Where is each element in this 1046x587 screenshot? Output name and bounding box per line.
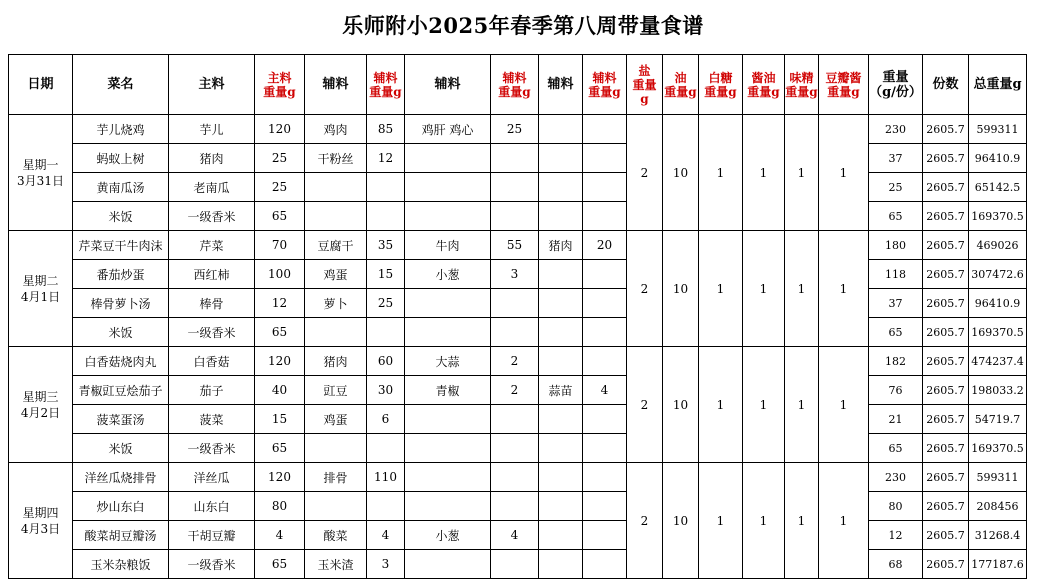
ingredient-cell <box>539 463 583 492</box>
ingredient-cell: 65 <box>255 202 305 231</box>
date-cell: 星期一 3月31日 <box>9 115 73 231</box>
header-cell: 辅料 <box>305 55 367 115</box>
total-cell: 54719.7 <box>969 405 1027 434</box>
table-row <box>9 434 1027 463</box>
header-cell: 酱油 重量g <box>743 55 785 115</box>
ingredient-cell: 25 <box>255 173 305 202</box>
dish-name-cell: 米饭 <box>73 318 169 347</box>
dish-name-cell: 菠菜蛋汤 <box>73 405 169 434</box>
ingredient-cell: 棒骨 <box>169 289 255 318</box>
seasoning-cell: 1 <box>785 115 819 231</box>
ingredient-cell <box>539 521 583 550</box>
ingredient-cell: 一级香米 <box>169 550 255 579</box>
ingredient-cell <box>583 318 627 347</box>
ingredient-cell: 一级香米 <box>169 202 255 231</box>
seasoning-cell: 1 <box>699 115 743 231</box>
ingredient-cell: 15 <box>255 405 305 434</box>
weight-cell: 68 <box>869 550 923 579</box>
ingredient-cell: 2 <box>491 376 539 405</box>
portions-cell: 2605.7 <box>923 463 969 492</box>
ingredient-cell <box>305 434 367 463</box>
ingredient-cell <box>583 550 627 579</box>
ingredient-cell: 70 <box>255 231 305 260</box>
seasoning-cell: 1 <box>785 231 819 347</box>
ingredient-cell: 25 <box>367 289 405 318</box>
portions-cell: 2605.7 <box>923 550 969 579</box>
total-cell: 169370.5 <box>969 202 1027 231</box>
ingredient-cell <box>305 173 367 202</box>
ingredient-cell: 鸡肉 <box>305 115 367 144</box>
ingredient-cell: 老南瓜 <box>169 173 255 202</box>
dish-name-cell: 棒骨萝卜汤 <box>73 289 169 318</box>
header-cell: 豆瓣酱 重量g <box>819 55 869 115</box>
ingredient-cell: 豇豆 <box>305 376 367 405</box>
ingredient-cell: 小葱 <box>405 521 491 550</box>
ingredient-cell <box>583 492 627 521</box>
seasoning-cell: 10 <box>663 231 699 347</box>
dish-name-cell: 米饭 <box>73 202 169 231</box>
total-cell: 169370.5 <box>969 434 1027 463</box>
total-cell: 31268.4 <box>969 521 1027 550</box>
ingredient-cell: 大蒜 <box>405 347 491 376</box>
ingredient-cell <box>539 492 583 521</box>
dish-name-cell: 白香菇烧肉丸 <box>73 347 169 376</box>
dish-name-cell: 青椒豇豆烩茄子 <box>73 376 169 405</box>
portions-cell: 2605.7 <box>923 173 969 202</box>
weight-cell: 80 <box>869 492 923 521</box>
seasoning-cell: 1 <box>819 347 869 463</box>
ingredient-cell: 4 <box>367 521 405 550</box>
ingredient-cell: 玉米渣 <box>305 550 367 579</box>
portions-cell: 2605.7 <box>923 521 969 550</box>
ingredient-cell <box>491 550 539 579</box>
ingredient-cell <box>539 347 583 376</box>
ingredient-cell <box>405 405 491 434</box>
dish-name-cell: 番茄炒蛋 <box>73 260 169 289</box>
ingredient-cell <box>491 289 539 318</box>
header-cell: 总重量g <box>969 55 1027 115</box>
table-row <box>9 492 1027 521</box>
table-row <box>9 550 1027 579</box>
ingredient-cell: 猪肉 <box>169 144 255 173</box>
total-cell: 96410.9 <box>969 144 1027 173</box>
ingredient-cell <box>583 173 627 202</box>
ingredient-cell: 2 <box>491 347 539 376</box>
ingredient-cell: 85 <box>367 115 405 144</box>
header-cell: 油 重量g <box>663 55 699 115</box>
ingredient-cell: 山东白 <box>169 492 255 521</box>
dish-name-cell: 炒山东白 <box>73 492 169 521</box>
ingredient-cell: 干粉丝 <box>305 144 367 173</box>
ingredient-cell: 3 <box>491 260 539 289</box>
ingredient-cell: 白香菇 <box>169 347 255 376</box>
total-cell: 65142.5 <box>969 173 1027 202</box>
ingredient-cell: 酸菜 <box>305 521 367 550</box>
dish-name-cell: 米饭 <box>73 434 169 463</box>
ingredient-cell <box>539 405 583 434</box>
date-cell: 星期三 4月2日 <box>9 347 73 463</box>
ingredient-cell <box>583 347 627 376</box>
header-cell: 份数 <box>923 55 969 115</box>
ingredient-cell: 100 <box>255 260 305 289</box>
portions-cell: 2605.7 <box>923 260 969 289</box>
table-row <box>9 521 1027 550</box>
table-row <box>9 347 1027 376</box>
ingredient-cell <box>491 463 539 492</box>
ingredient-cell <box>367 492 405 521</box>
ingredient-cell <box>583 260 627 289</box>
ingredient-cell <box>539 318 583 347</box>
seasoning-cell: 1 <box>743 231 785 347</box>
seasoning-cell: 10 <box>663 347 699 463</box>
ingredient-cell: 20 <box>583 231 627 260</box>
ingredient-cell <box>539 550 583 579</box>
seasoning-cell: 1 <box>785 347 819 463</box>
ingredient-cell: 牛肉 <box>405 231 491 260</box>
table-row <box>9 289 1027 318</box>
ingredient-cell <box>367 202 405 231</box>
seasoning-cell: 1 <box>699 231 743 347</box>
ingredient-cell: 3 <box>367 550 405 579</box>
ingredient-cell <box>583 405 627 434</box>
seasoning-cell: 10 <box>663 115 699 231</box>
ingredient-cell: 豆腐干 <box>305 231 367 260</box>
ingredient-cell: 4 <box>583 376 627 405</box>
portions-cell: 2605.7 <box>923 231 969 260</box>
ingredient-cell: 芹菜 <box>169 231 255 260</box>
portions-cell: 2605.7 <box>923 202 969 231</box>
ingredient-cell <box>305 202 367 231</box>
ingredient-cell: 排骨 <box>305 463 367 492</box>
ingredient-cell: 110 <box>367 463 405 492</box>
date-cell: 星期四 4月3日 <box>9 463 73 579</box>
table-row <box>9 231 1027 260</box>
seasoning-cell: 1 <box>785 463 819 579</box>
portions-cell: 2605.7 <box>923 115 969 144</box>
date-cell: 星期二 4月1日 <box>9 231 73 347</box>
ingredient-cell: 鸡蛋 <box>305 260 367 289</box>
portions-cell: 2605.7 <box>923 376 969 405</box>
weight-cell: 12 <box>869 521 923 550</box>
menu-table <box>8 54 1027 579</box>
ingredient-cell <box>583 144 627 173</box>
total-cell: 169370.5 <box>969 318 1027 347</box>
header-cell: 白糖 重量g <box>699 55 743 115</box>
ingredient-cell <box>491 173 539 202</box>
ingredient-cell: 35 <box>367 231 405 260</box>
header-cell: 辅料 重量g <box>583 55 627 115</box>
table-row <box>9 376 1027 405</box>
weight-cell: 118 <box>869 260 923 289</box>
seasoning-cell: 1 <box>699 463 743 579</box>
weight-cell: 65 <box>869 434 923 463</box>
portions-cell: 2605.7 <box>923 405 969 434</box>
ingredient-cell <box>367 434 405 463</box>
ingredient-cell <box>539 202 583 231</box>
ingredient-cell: 12 <box>255 289 305 318</box>
ingredient-cell: 萝卜 <box>305 289 367 318</box>
seasoning-cell: 2 <box>627 463 663 579</box>
dish-name-cell: 蚂蚁上树 <box>73 144 169 173</box>
weight-cell: 180 <box>869 231 923 260</box>
ingredient-cell <box>305 492 367 521</box>
ingredient-cell <box>539 434 583 463</box>
portions-cell: 2605.7 <box>923 347 969 376</box>
header-row <box>9 55 1027 115</box>
dish-name-cell: 芹菜豆干牛肉沫 <box>73 231 169 260</box>
header-cell: 盐 重量 g <box>627 55 663 115</box>
ingredient-cell: 西红柿 <box>169 260 255 289</box>
ingredient-cell <box>539 289 583 318</box>
seasoning-cell: 1 <box>743 347 785 463</box>
ingredient-cell <box>405 492 491 521</box>
ingredient-cell: 25 <box>255 144 305 173</box>
ingredient-cell <box>583 463 627 492</box>
weight-cell: 230 <box>869 463 923 492</box>
total-cell: 96410.9 <box>969 289 1027 318</box>
header-cell: 辅料 <box>405 55 491 115</box>
ingredient-cell: 4 <box>255 521 305 550</box>
ingredient-cell: 4 <box>491 521 539 550</box>
ingredient-cell <box>539 173 583 202</box>
ingredient-cell: 鸡肝 鸡心 <box>405 115 491 144</box>
ingredient-cell: 猪肉 <box>539 231 583 260</box>
ingredient-cell: 一级香米 <box>169 434 255 463</box>
ingredient-cell: 青椒 <box>405 376 491 405</box>
ingredient-cell <box>491 202 539 231</box>
table-row <box>9 260 1027 289</box>
weight-cell: 76 <box>869 376 923 405</box>
weight-cell: 37 <box>869 144 923 173</box>
ingredient-cell <box>367 173 405 202</box>
seasoning-cell: 1 <box>743 463 785 579</box>
ingredient-cell <box>405 144 491 173</box>
ingredient-cell: 小葱 <box>405 260 491 289</box>
ingredient-cell <box>583 434 627 463</box>
header-cell: 菜名 <box>73 55 169 115</box>
ingredient-cell <box>539 260 583 289</box>
weight-cell: 21 <box>869 405 923 434</box>
ingredient-cell: 120 <box>255 115 305 144</box>
ingredient-cell: 120 <box>255 347 305 376</box>
ingredient-cell: 65 <box>255 318 305 347</box>
ingredient-cell <box>491 434 539 463</box>
ingredient-cell: 65 <box>255 550 305 579</box>
ingredient-cell: 55 <box>491 231 539 260</box>
ingredient-cell <box>405 202 491 231</box>
seasoning-cell: 10 <box>663 463 699 579</box>
total-cell: 599311 <box>969 115 1027 144</box>
ingredient-cell: 15 <box>367 260 405 289</box>
ingredient-cell: 80 <box>255 492 305 521</box>
seasoning-cell: 1 <box>743 115 785 231</box>
portions-cell: 2605.7 <box>923 144 969 173</box>
total-cell: 599311 <box>969 463 1027 492</box>
weight-cell: 65 <box>869 318 923 347</box>
ingredient-cell <box>305 318 367 347</box>
ingredient-cell: 猪肉 <box>305 347 367 376</box>
portions-cell: 2605.7 <box>923 492 969 521</box>
dish-name-cell: 黄南瓜汤 <box>73 173 169 202</box>
ingredient-cell: 40 <box>255 376 305 405</box>
ingredient-cell: 茄子 <box>169 376 255 405</box>
table-row <box>9 173 1027 202</box>
header-cell: 辅料 <box>539 55 583 115</box>
total-cell: 307472.6 <box>969 260 1027 289</box>
header-cell: 主料 重量g <box>255 55 305 115</box>
header-cell: 辅料 重量g <box>367 55 405 115</box>
total-cell: 177187.6 <box>969 550 1027 579</box>
ingredient-cell: 鸡蛋 <box>305 405 367 434</box>
seasoning-cell: 2 <box>627 347 663 463</box>
ingredient-cell: 芋儿 <box>169 115 255 144</box>
dish-name-cell: 玉米杂粮饭 <box>73 550 169 579</box>
table-row <box>9 318 1027 347</box>
ingredient-cell: 12 <box>367 144 405 173</box>
seasoning-cell: 1 <box>699 347 743 463</box>
table-row <box>9 202 1027 231</box>
ingredient-cell: 一级香米 <box>169 318 255 347</box>
total-cell: 474237.4 <box>969 347 1027 376</box>
table-row <box>9 115 1027 144</box>
dish-name-cell: 酸菜胡豆瓣汤 <box>73 521 169 550</box>
ingredient-cell <box>405 434 491 463</box>
ingredient-cell: 120 <box>255 463 305 492</box>
seasoning-cell: 2 <box>627 231 663 347</box>
ingredient-cell <box>583 115 627 144</box>
total-cell: 198033.2 <box>969 376 1027 405</box>
ingredient-cell <box>405 463 491 492</box>
total-cell: 469026 <box>969 231 1027 260</box>
portions-cell: 2605.7 <box>923 318 969 347</box>
dish-name-cell: 芋儿烧鸡 <box>73 115 169 144</box>
ingredient-cell <box>405 550 491 579</box>
total-cell: 208456 <box>969 492 1027 521</box>
ingredient-cell <box>583 202 627 231</box>
ingredient-cell <box>583 289 627 318</box>
header-cell: 辅料 重量g <box>491 55 539 115</box>
ingredient-cell <box>491 318 539 347</box>
ingredient-cell <box>491 405 539 434</box>
page-title: 乐师附小2025年春季第八周带量食谱 <box>342 13 704 38</box>
ingredient-cell: 蒜苗 <box>539 376 583 405</box>
table-row <box>9 405 1027 434</box>
ingredient-cell <box>491 144 539 173</box>
seasoning-cell: 1 <box>819 463 869 579</box>
portions-cell: 2605.7 <box>923 434 969 463</box>
header-cell: 日期 <box>9 55 73 115</box>
seasoning-cell: 1 <box>819 231 869 347</box>
ingredient-cell: 30 <box>367 376 405 405</box>
header-cell: 主料 <box>169 55 255 115</box>
header-cell: 味精 重量g <box>785 55 819 115</box>
weight-cell: 37 <box>869 289 923 318</box>
header-cell: 重量 （g/份） <box>869 55 923 115</box>
ingredient-cell: 25 <box>491 115 539 144</box>
table-row <box>9 463 1027 492</box>
ingredient-cell <box>583 521 627 550</box>
ingredient-cell: 干胡豆瓣 <box>169 521 255 550</box>
ingredient-cell <box>367 318 405 347</box>
ingredient-cell: 洋丝瓜 <box>169 463 255 492</box>
dish-name-cell: 洋丝瓜烧排骨 <box>73 463 169 492</box>
seasoning-cell: 2 <box>627 115 663 231</box>
ingredient-cell: 菠菜 <box>169 405 255 434</box>
weight-cell: 25 <box>869 173 923 202</box>
ingredient-cell <box>539 115 583 144</box>
weight-cell: 65 <box>869 202 923 231</box>
weight-cell: 230 <box>869 115 923 144</box>
ingredient-cell <box>405 318 491 347</box>
weight-cell: 182 <box>869 347 923 376</box>
ingredient-cell: 60 <box>367 347 405 376</box>
table-row <box>9 144 1027 173</box>
ingredient-cell <box>491 492 539 521</box>
ingredient-cell <box>405 289 491 318</box>
ingredient-cell <box>405 173 491 202</box>
portions-cell: 2605.7 <box>923 289 969 318</box>
ingredient-cell <box>539 144 583 173</box>
seasoning-cell: 1 <box>819 115 869 231</box>
ingredient-cell: 6 <box>367 405 405 434</box>
ingredient-cell: 65 <box>255 434 305 463</box>
